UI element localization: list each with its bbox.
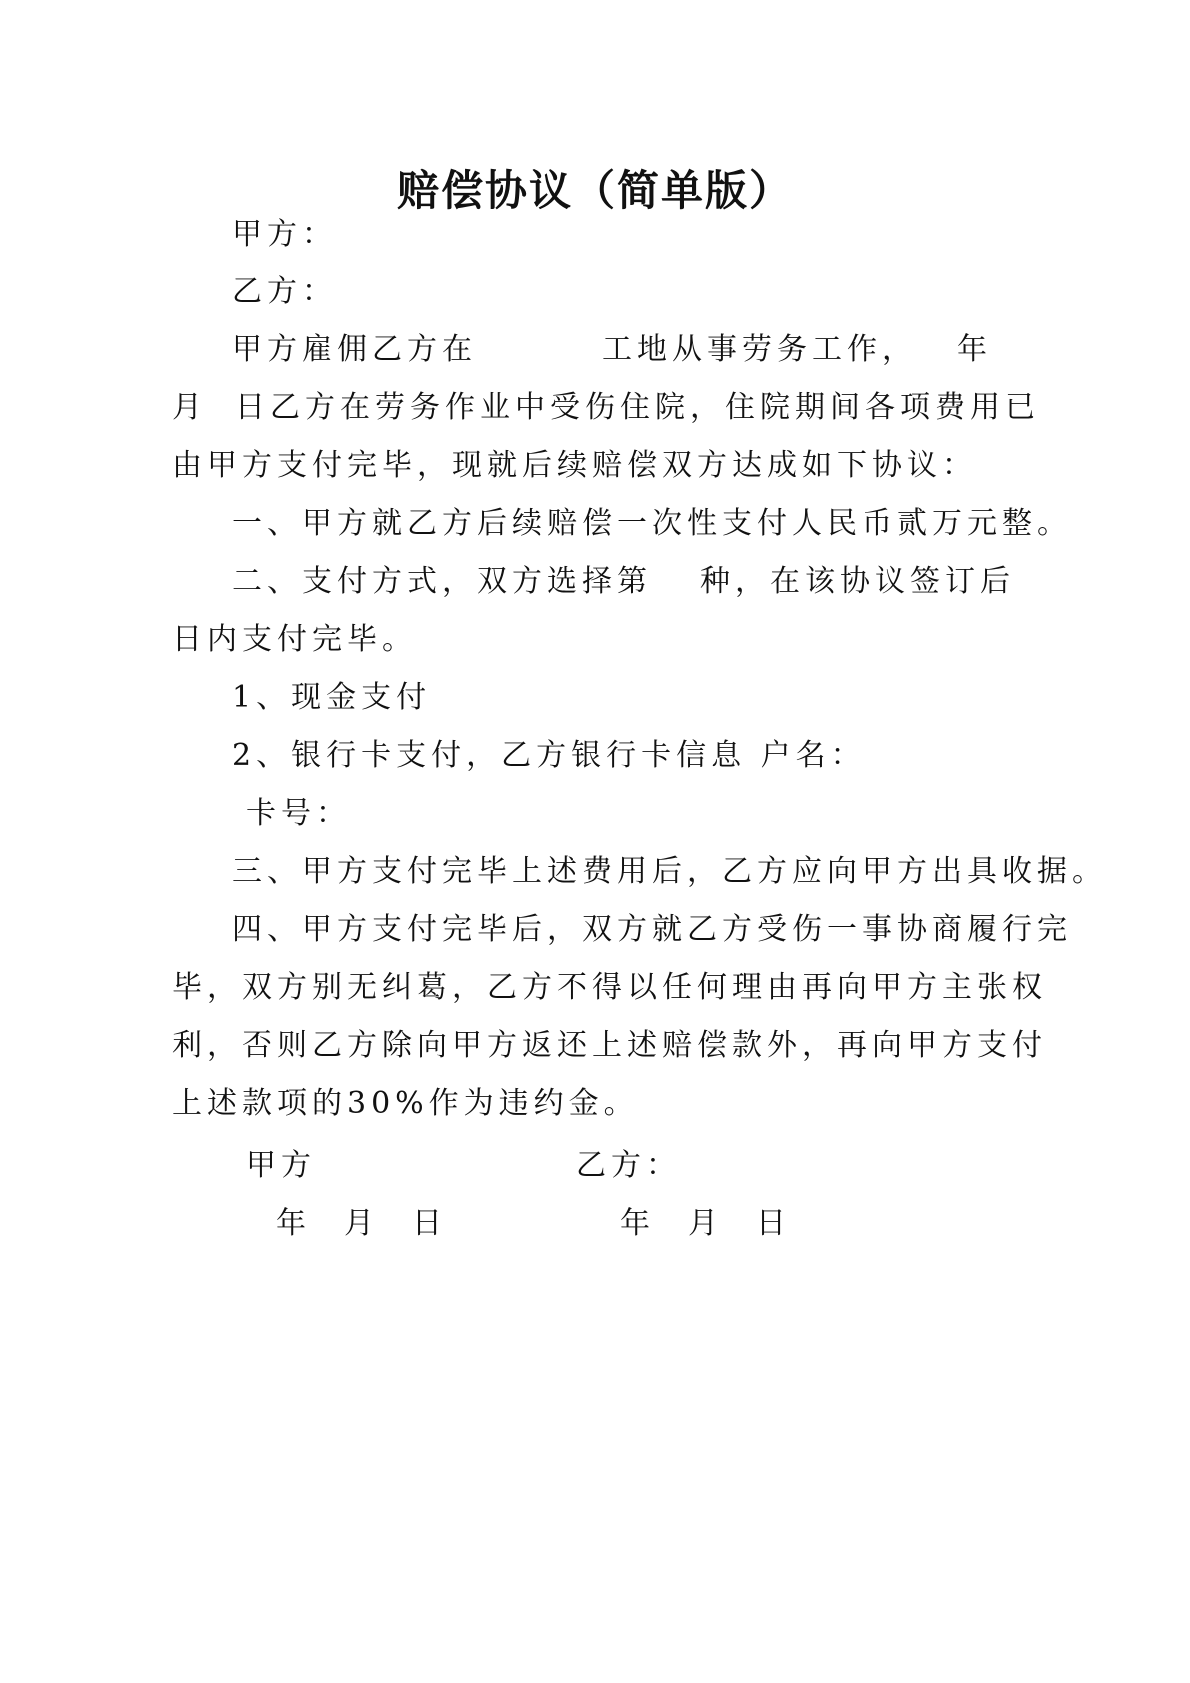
intro-line-1-part-c: 年	[957, 332, 992, 367]
intro-line-2-part-a: 月	[172, 390, 207, 425]
intro-line-3: 由甲方支付完毕，现就后续赔偿双方达成如下协议：	[172, 448, 977, 483]
intro-line-2	[172, 388, 1040, 428]
card-number-label: 卡号：	[246, 796, 351, 831]
clause-2-line-1-part-a: 二、支付方式，双方选择第	[232, 564, 652, 599]
intro-line-2-part-b: 日乙方在劳务作业中受伤住院，住院期间各项费用已	[235, 390, 1040, 425]
clause-4-line-4: 上述款项的30%作为违约金。	[172, 1086, 639, 1121]
party-b-label: 乙方：	[232, 274, 337, 309]
signature-date-b: 年 月 日	[620, 1206, 790, 1241]
document-title: 赔偿协议（简单版）	[396, 166, 793, 215]
clause-1: 一、甲方就乙方后续赔偿一次性支付人民币贰万元整。	[232, 506, 1072, 541]
signature-party-a: 甲方	[246, 1148, 316, 1183]
clause-4-line-2: 毕，双方别无纠葛，乙方不得以任何理由再向甲方主张权	[172, 970, 1047, 1005]
signature-date-a: 年 月 日	[276, 1206, 446, 1241]
signature-party-b: 乙方：	[576, 1148, 681, 1183]
payment-option-2: 2、银行卡支付，乙方银行卡信息 户名：	[232, 738, 866, 773]
party-a-label: 甲方：	[232, 217, 337, 252]
clause-2-line-1	[232, 562, 1015, 602]
intro-line-1-part-b: 工地从事劳务工作，	[602, 332, 917, 367]
clause-4-line-1: 四、甲方支付完毕后，双方就乙方受伤一事协商履行完	[232, 912, 1072, 947]
clause-3: 三、甲方支付完毕上述费用后，乙方应向甲方出具收据。	[232, 854, 1107, 889]
clause-4-line-3: 利，否则乙方除向甲方返还上述赔偿款外，再向甲方支付	[172, 1028, 1047, 1063]
clause-2-line-1-part-b: 种，在该协议签订后	[700, 564, 1015, 599]
clause-2-line-2: 日内支付完毕。	[172, 622, 417, 657]
intro-line-1-part-a: 甲方雇佣乙方在	[232, 332, 477, 367]
intro-line-1	[232, 330, 992, 370]
payment-option-1: 1、现金支付	[232, 680, 432, 715]
